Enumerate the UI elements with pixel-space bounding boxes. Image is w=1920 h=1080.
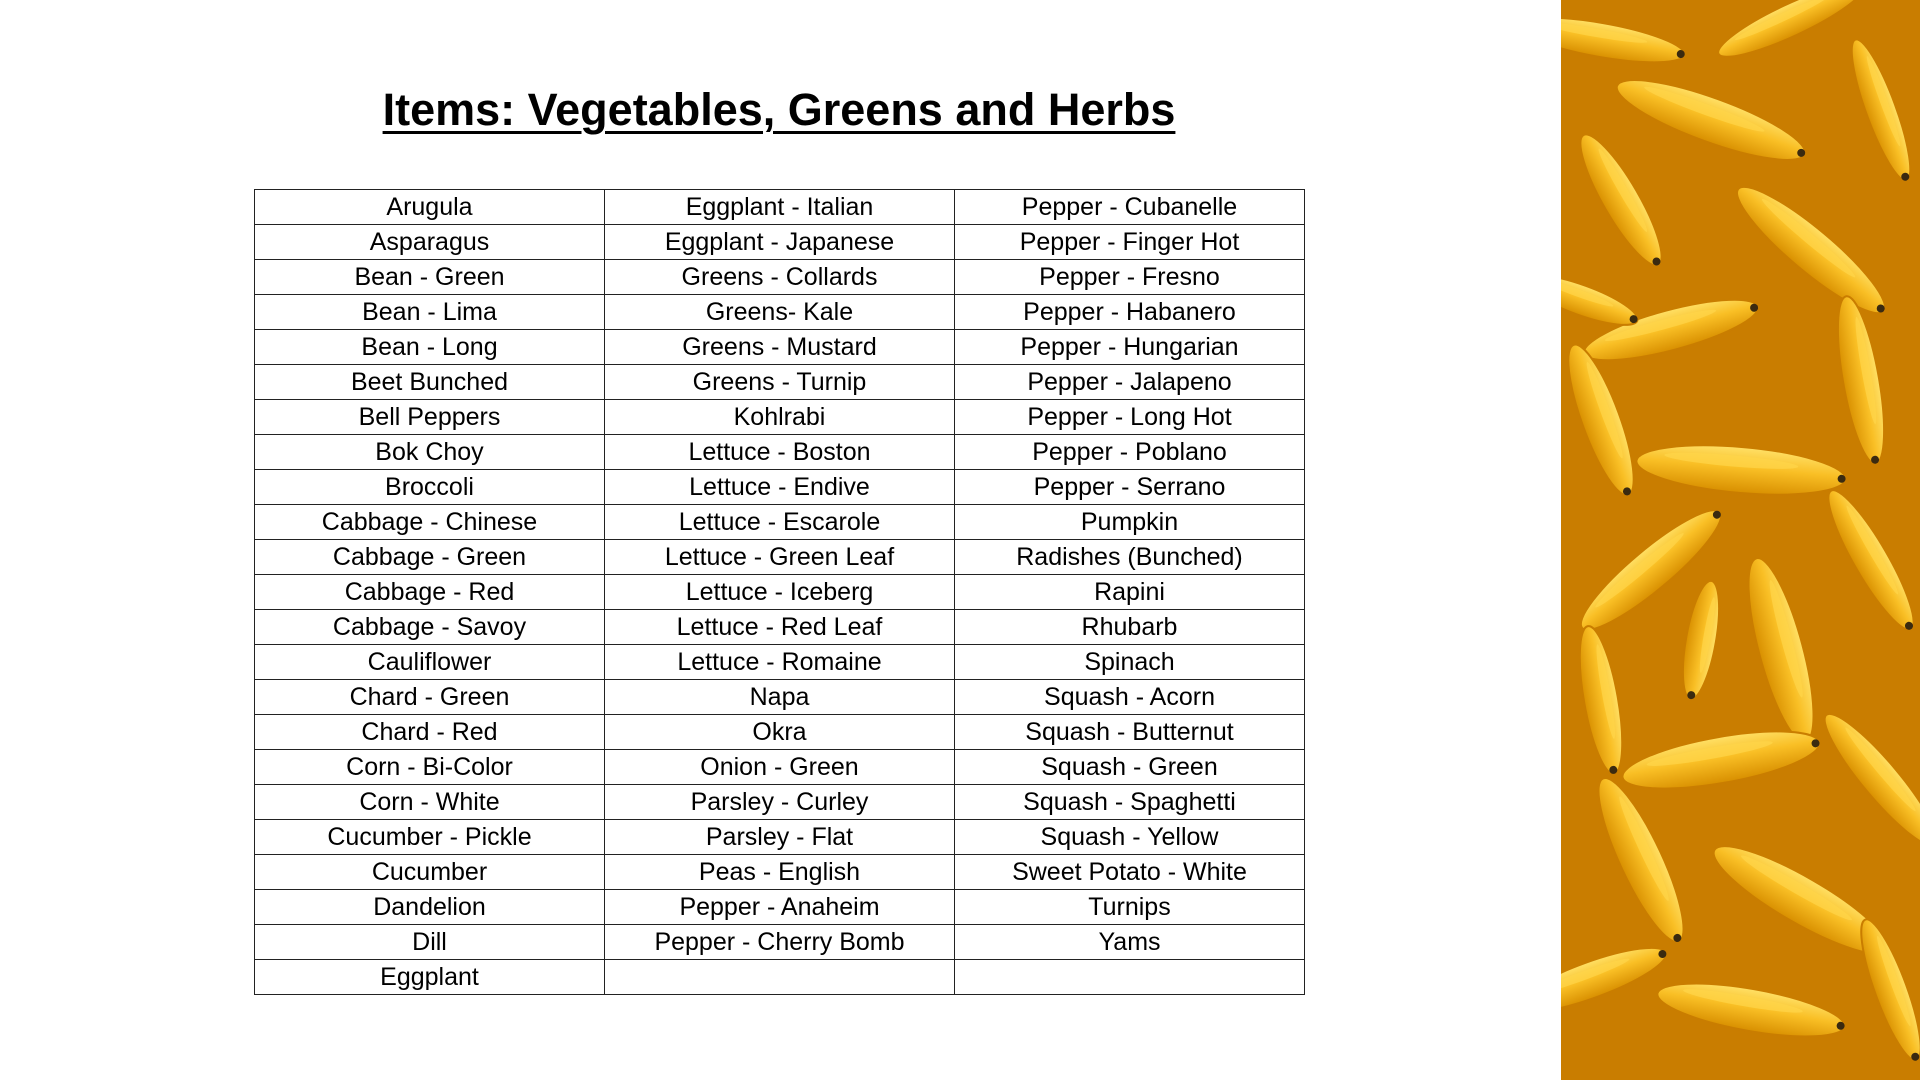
table-row <box>255 715 1305 750</box>
table-row <box>255 610 1305 645</box>
table-cell: Cauliflower <box>255 645 605 680</box>
table-row <box>255 855 1305 890</box>
table-cell: Pepper - Habanero <box>955 295 1305 330</box>
table-cell: Eggplant - Japanese <box>605 225 955 260</box>
table-cell: Rhubarb <box>955 610 1305 645</box>
table-cell: Chard - Green <box>255 680 605 715</box>
table-row <box>255 645 1305 680</box>
table-cell: Cucumber - Pickle <box>255 820 605 855</box>
table-row <box>255 330 1305 365</box>
table-cell: Chard - Red <box>255 715 605 750</box>
table-cell: Bean - Long <box>255 330 605 365</box>
table-cell: Cabbage - Green <box>255 540 605 575</box>
table-cell: Yams <box>955 925 1305 960</box>
table-row <box>255 435 1305 470</box>
table-cell: Squash - Butternut <box>955 715 1305 750</box>
table-row <box>255 365 1305 400</box>
table-cell: Bean - Green <box>255 260 605 295</box>
table-row <box>255 225 1305 260</box>
table-row <box>255 960 1305 995</box>
table-cell: Cabbage - Chinese <box>255 505 605 540</box>
table-cell: Cabbage - Savoy <box>255 610 605 645</box>
table-cell: Pumpkin <box>955 505 1305 540</box>
table-cell: Lettuce - Escarole <box>605 505 955 540</box>
table-cell: Onion - Green <box>605 750 955 785</box>
table-cell: Pepper - Finger Hot <box>955 225 1305 260</box>
table-cell: Lettuce - Endive <box>605 470 955 505</box>
table-cell: Pepper - Cubanelle <box>955 190 1305 225</box>
table-cell: Turnips <box>955 890 1305 925</box>
table-cell: Lettuce - Red Leaf <box>605 610 955 645</box>
table-cell: Cucumber <box>255 855 605 890</box>
table-cell: Pepper - Serrano <box>955 470 1305 505</box>
table-row <box>255 505 1305 540</box>
table-cell: Bell Peppers <box>255 400 605 435</box>
table-cell: Pepper - Long Hot <box>955 400 1305 435</box>
yellow-squash-photo <box>1561 0 1920 1080</box>
table-row <box>255 295 1305 330</box>
table-cell <box>955 960 1305 995</box>
table-cell: Pepper - Anaheim <box>605 890 955 925</box>
table-row <box>255 925 1305 960</box>
table-cell: Spinach <box>955 645 1305 680</box>
table-cell: Lettuce - Green Leaf <box>605 540 955 575</box>
table-cell: Squash - Yellow <box>955 820 1305 855</box>
table-cell: Greens - Mustard <box>605 330 955 365</box>
table-cell: Peas - English <box>605 855 955 890</box>
table-cell: Lettuce - Romaine <box>605 645 955 680</box>
table-row <box>255 190 1305 225</box>
table-cell: Dandelion <box>255 890 605 925</box>
items-table-body <box>255 190 1305 995</box>
table-row <box>255 820 1305 855</box>
table-cell: Pepper - Jalapeno <box>955 365 1305 400</box>
table-cell: Pepper - Hungarian <box>955 330 1305 365</box>
table-cell: Eggplant <box>255 960 605 995</box>
table-cell: Bean - Lima <box>255 295 605 330</box>
items-table <box>254 189 1305 995</box>
table-cell: Pepper - Poblano <box>955 435 1305 470</box>
table-cell: Broccoli <box>255 470 605 505</box>
table-cell: Squash - Spaghetti <box>955 785 1305 820</box>
table-row <box>255 575 1305 610</box>
table-cell: Okra <box>605 715 955 750</box>
table-row <box>255 785 1305 820</box>
table-row <box>255 750 1305 785</box>
table-cell: Bok Choy <box>255 435 605 470</box>
table-row <box>255 260 1305 295</box>
table-cell: Lettuce - Boston <box>605 435 955 470</box>
table-cell: Arugula <box>255 190 605 225</box>
table-cell: Lettuce - Iceberg <box>605 575 955 610</box>
table-cell: Radishes (Bunched) <box>955 540 1305 575</box>
table-cell: Beet Bunched <box>255 365 605 400</box>
table-cell <box>605 960 955 995</box>
table-cell: Parsley - Curley <box>605 785 955 820</box>
table-cell: Rapini <box>955 575 1305 610</box>
table-cell: Sweet Potato - White <box>955 855 1305 890</box>
table-cell: Asparagus <box>255 225 605 260</box>
table-cell: Corn - White <box>255 785 605 820</box>
table-cell: Greens - Collards <box>605 260 955 295</box>
table-cell: Greens - Turnip <box>605 365 955 400</box>
table-cell: Pepper - Cherry Bomb <box>605 925 955 960</box>
table-row <box>255 470 1305 505</box>
table-row <box>255 400 1305 435</box>
page-title: Items: Vegetables, Greens and Herbs <box>382 84 1176 135</box>
table-row <box>255 890 1305 925</box>
table-cell: Cabbage - Red <box>255 575 605 610</box>
table-cell: Greens- Kale <box>605 295 955 330</box>
table-cell: Parsley - Flat <box>605 820 955 855</box>
yellow-squash-icon <box>1561 0 1920 1080</box>
table-row <box>255 540 1305 575</box>
table-cell: Eggplant - Italian <box>605 190 955 225</box>
table-row <box>255 680 1305 715</box>
table-cell: Kohlrabi <box>605 400 955 435</box>
table-cell: Corn - Bi-Color <box>255 750 605 785</box>
table-cell: Squash - Green <box>955 750 1305 785</box>
table-cell: Squash - Acorn <box>955 680 1305 715</box>
table-cell: Napa <box>605 680 955 715</box>
table-cell: Pepper - Fresno <box>955 260 1305 295</box>
table-cell: Dill <box>255 925 605 960</box>
